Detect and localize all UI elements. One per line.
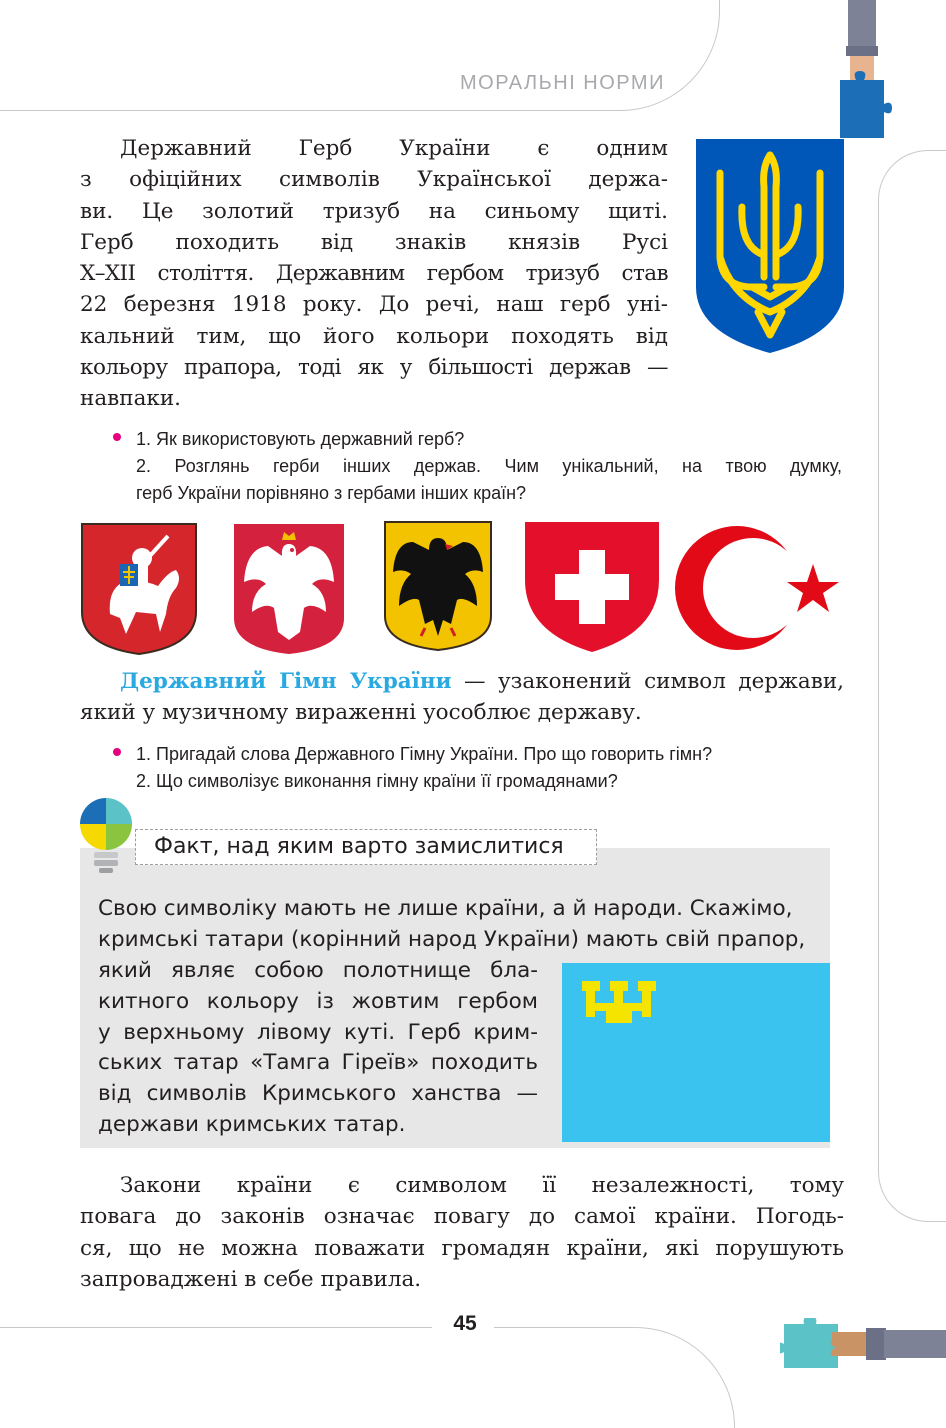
lithuania-coat-of-arms — [80, 522, 198, 656]
side-frame — [878, 150, 946, 1222]
question-line: 1. Як використовують державний герб? — [136, 429, 465, 449]
question-bullet — [113, 433, 121, 441]
paragraph-line: кальний тим, що його кольори походять від — [80, 323, 668, 349]
bottom-frame-line-right — [494, 1327, 634, 1328]
question-line: 2. Що символізує виконання гімну країни її громадянами? — [136, 771, 618, 791]
question-line: 2. Розглянь герби інших держав. Чим унікальний, на твою думку, — [136, 456, 842, 476]
laws-paragraph — [80, 1170, 844, 1295]
anthem-questions — [136, 741, 844, 795]
anthem-definition — [80, 666, 844, 729]
paragraph-line: запроваджені в себе правила. — [80, 1266, 422, 1292]
top-frame-line — [0, 110, 620, 111]
paragraph-line: ся, що не можна поважати громадян країни, які порушують — [80, 1235, 844, 1261]
fact-line: який являє собою полотнище бла- — [98, 958, 538, 983]
question-line: герб України порівняно з гербами інших країн? — [136, 483, 527, 503]
hand-puzzle-icon — [836, 0, 896, 145]
page-number: 45 — [453, 1312, 477, 1335]
poland-coat-of-arms — [232, 522, 346, 656]
tamga-icon — [582, 981, 656, 1027]
germany-coat-of-arms — [383, 520, 493, 652]
bottom-frame-line-left — [0, 1327, 432, 1328]
fact-line: у верхньому лівому куті. Герб крим- — [98, 1019, 538, 1045]
switzerland-coat-of-arms — [523, 520, 661, 654]
question-bullet — [113, 748, 121, 756]
paragraph-line: Х–ХІІ століття. Державним гербом тризуб став — [80, 261, 668, 287]
crimean-tatar-flag — [562, 963, 830, 1142]
lightbulb-puzzle-icon — [78, 796, 136, 876]
coat-of-arms-paragraph — [80, 133, 668, 415]
anthem-term: Державний Гімн України — [120, 669, 452, 694]
fact-title: Факт, над яким варто замислитися — [135, 829, 597, 865]
paragraph-line: повага до законів означає повагу до самої країни. Погодь- — [80, 1204, 844, 1230]
paragraph-line: ви. Це золотий тризуб на синьому щиті. — [80, 198, 668, 224]
hand-puzzle-icon — [780, 1318, 946, 1370]
bottom-frame-curve — [634, 1327, 735, 1428]
fact-line: Свою символіку мають не лише країни, а й народи. Скажімо, — [98, 896, 793, 921]
fact-paragraph-narrow — [98, 956, 538, 1141]
paragraph-line: Державний Герб України є одним — [120, 136, 668, 161]
fact-line: ських татар «Тамга Гіреїв» походить — [98, 1050, 538, 1076]
fact-line: кримські татари (корінний народ України) мають свій прапор, — [98, 926, 806, 952]
paragraph-line: 22 березня 1918 року. До речі, наш герб уні- — [80, 292, 668, 318]
fact-paragraph-full — [98, 894, 830, 956]
paragraph-line: Герб походить від знаків князів Русі — [80, 229, 668, 255]
ukraine-coat-of-arms — [692, 137, 848, 355]
paragraph-line: кольору прапора, тоді як у більшості держав — — [80, 355, 668, 381]
anthem-definition-line: який у музичному вираженні уособлює державу. — [80, 700, 642, 726]
fact-line: держави кримських татар. — [98, 1111, 406, 1137]
question-line: 1. Пригадай слова Державного Гімну України. Про що говорить гімн? — [136, 744, 713, 764]
anthem-definition-text: — узаконений символ держави, — [451, 669, 844, 694]
paragraph-line: з офіційних символів Української держа- — [80, 167, 668, 193]
turkey-emblem — [673, 524, 845, 652]
fact-line: від символів Кримського ханства — — [98, 1081, 538, 1107]
fact-line: китного кольору із жовтим гербом — [98, 988, 538, 1014]
paragraph-line: навпаки. — [80, 386, 182, 412]
running-title: МОРАЛЬНІ НОРМИ — [460, 72, 665, 94]
coat-questions — [136, 426, 842, 507]
paragraph-line: Закони країни є символом її незалежності, тому — [120, 1173, 844, 1198]
